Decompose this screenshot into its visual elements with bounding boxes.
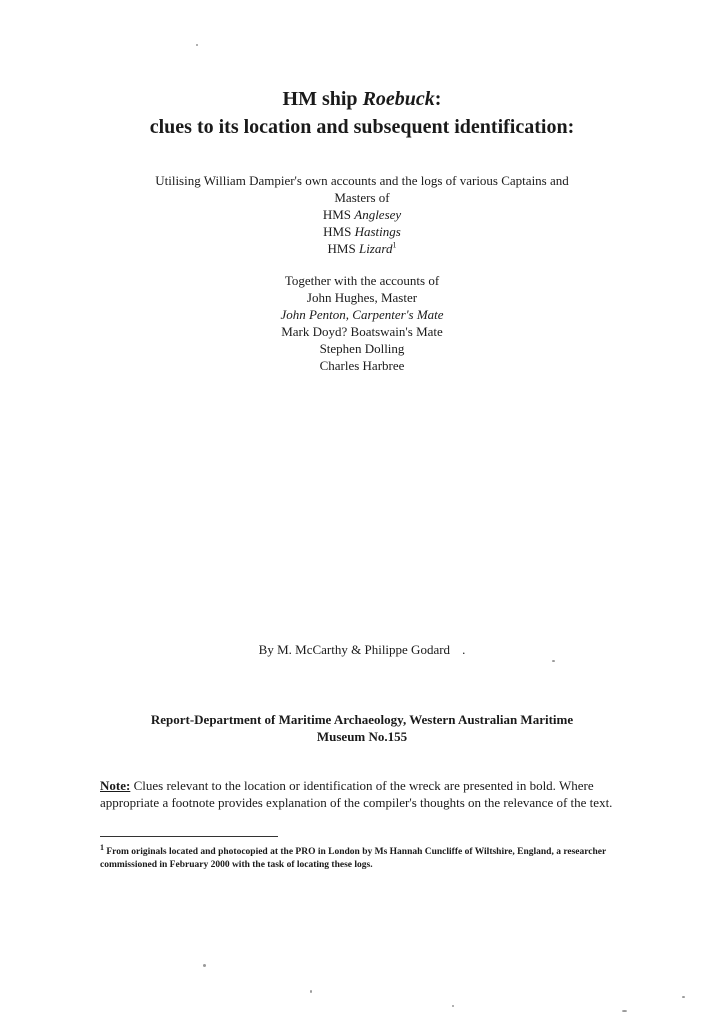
intro-line-2: Masters of — [334, 190, 390, 205]
ship-item-hastings — [0, 223, 724, 240]
report-line-1: Report-Department of Maritime Archaeology, Western Australian Maritime — [150, 712, 574, 727]
ship-name: Lizard — [358, 241, 393, 256]
scan-speck — [552, 660, 555, 662]
scan-speck — [203, 964, 206, 967]
footnote-marker: 1 — [100, 842, 104, 852]
ship-name: Anglesey — [354, 207, 402, 222]
account-person: John Penton, Carpenter's Mate — [280, 307, 444, 322]
ship-name: Hastings — [354, 224, 401, 239]
report-line-2: Museum No.155 — [316, 729, 408, 744]
footnote-divider — [100, 836, 278, 837]
account-person: Stephen Dolling — [319, 341, 405, 356]
intro-line-1: Utilising William Dampier's own accounts and the logs of various Captains and — [155, 173, 569, 188]
scan-speck — [310, 990, 312, 993]
ship-prefix: HMS — [322, 207, 355, 222]
note-text: Clues relevant to the location or identification of the wreck are presented in bold. Where appropriate a footnote provides explanation of the compiler's thoughts on the relevance of the text. — [100, 778, 613, 810]
note-label: Note: — [100, 778, 131, 793]
title-ship-name: Roebuck — [362, 88, 435, 110]
account-person: Charles Harbree — [319, 358, 405, 373]
page-subtitle: clues to its location and subsequent identification: — [149, 116, 575, 138]
footnote — [100, 842, 620, 872]
note-paragraph — [100, 777, 630, 811]
title-prefix: HM ship — [282, 88, 363, 110]
authors-text: By M. McCarthy & Philippe Godard — [258, 642, 451, 657]
authors-trailing-mark: . — [462, 642, 466, 657]
scan-speck — [452, 1005, 454, 1007]
authors-line — [0, 641, 724, 658]
title-colon: : — [434, 88, 442, 110]
ship-item-lizard — [0, 240, 724, 257]
account-person: John Hughes, Master — [306, 290, 418, 305]
ship-item-anglesey — [0, 206, 724, 223]
account-person: Mark Doyd? Boatswain's Mate — [281, 324, 443, 339]
scan-speck — [622, 1010, 627, 1012]
page-title — [0, 86, 724, 113]
ship-prefix: HMS — [323, 224, 355, 239]
scan-speck — [196, 44, 198, 46]
scan-speck — [682, 996, 685, 998]
footnote-reference: 1 — [392, 240, 397, 250]
footnote-text: From originals located and photocopied at the PRO in London by Ms Hannah Cuncliffe of Wiltshire, England, a researcher commissioned in February 2000 with the task of locating these logs. — [100, 847, 607, 870]
ship-prefix: HMS — [327, 241, 359, 256]
accounts-heading: Together with the accounts of — [284, 273, 440, 288]
